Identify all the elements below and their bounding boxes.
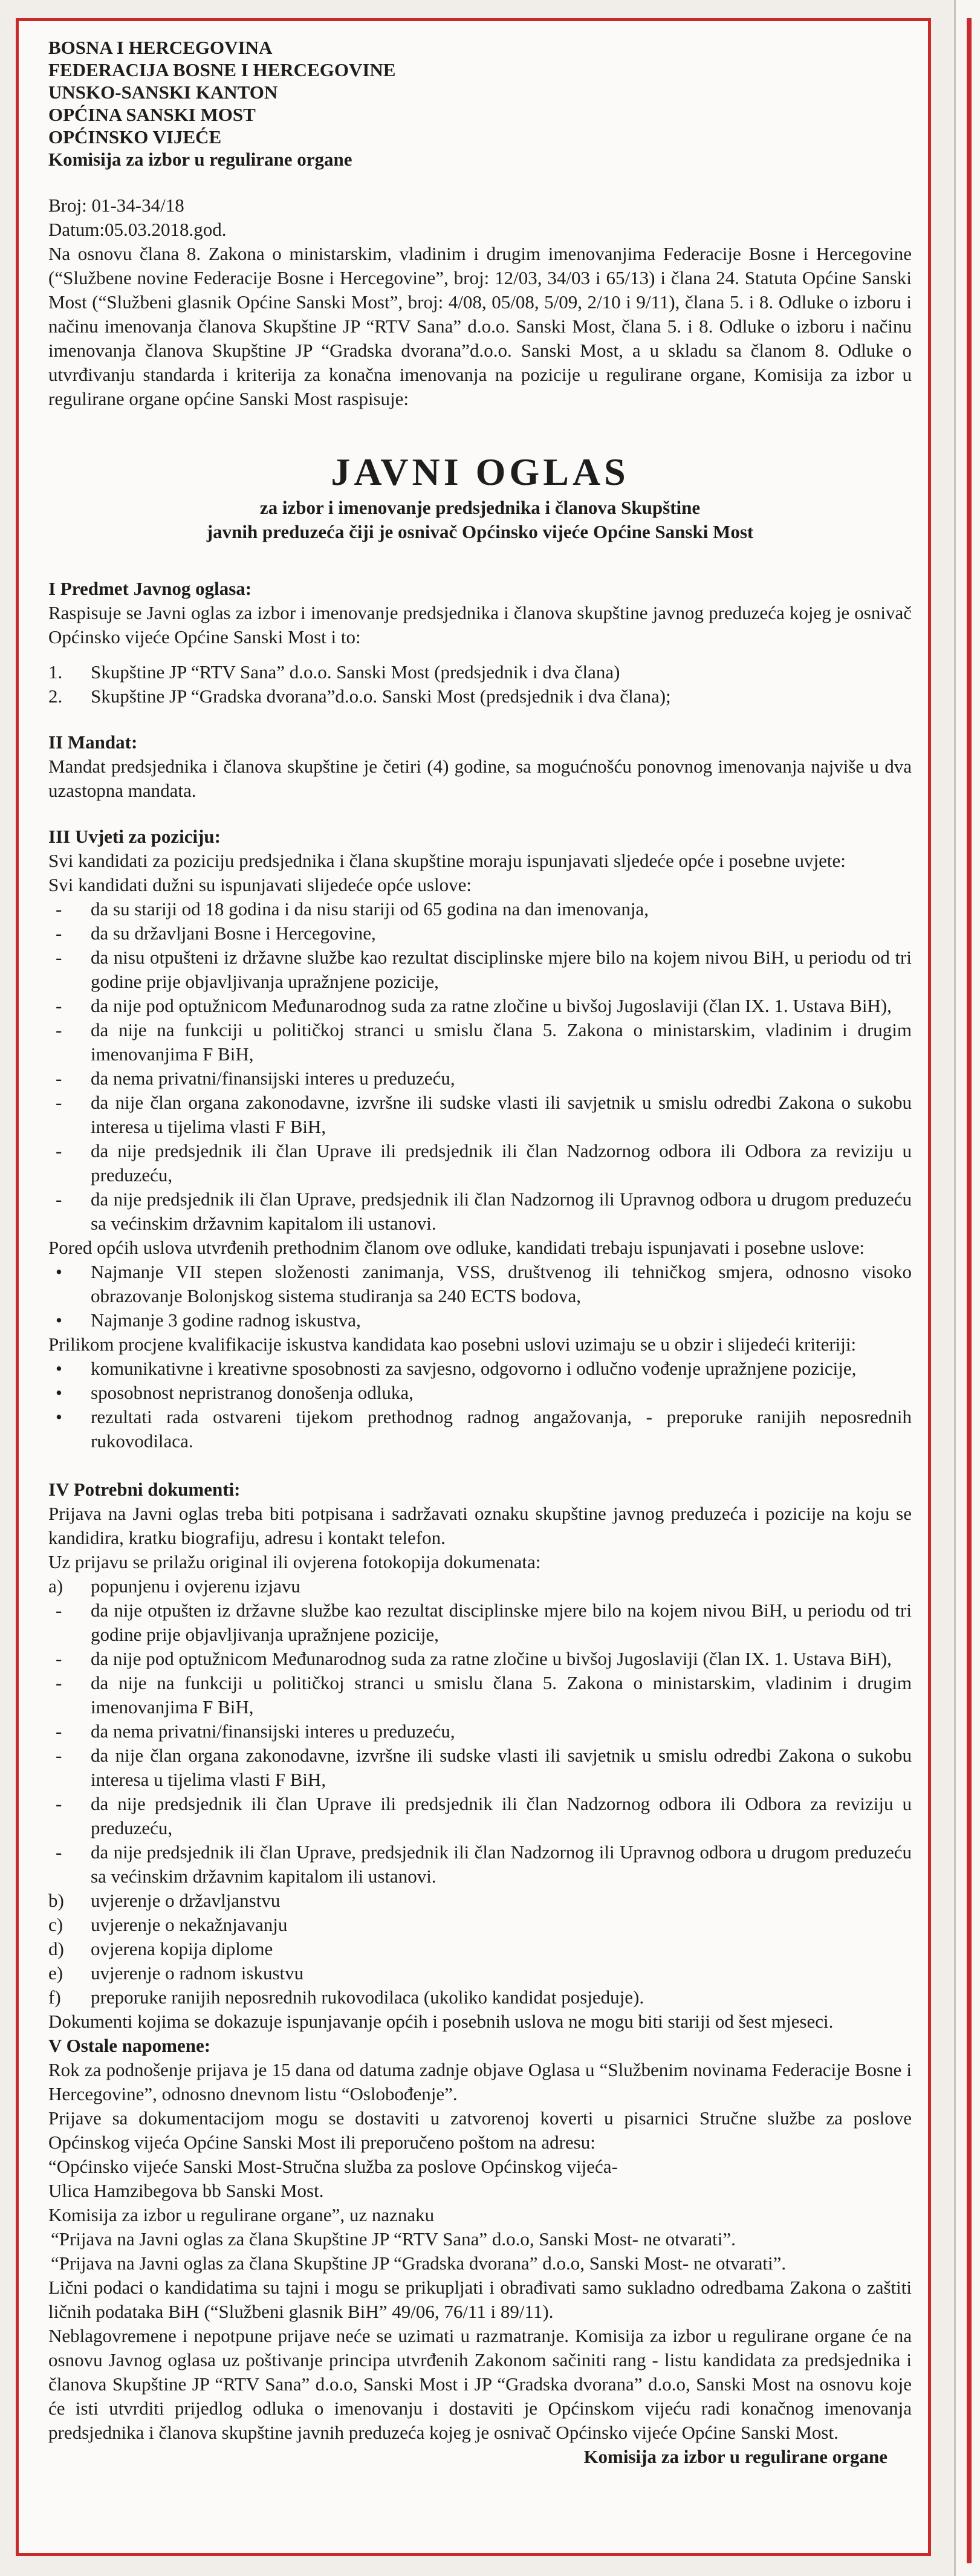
- section-3-title: III Uvjeti za poziciju:: [48, 826, 221, 847]
- list-item: - da nije pod optužnicom Međunarodnog suda za ratne zločine u bivšoj Jugoslaviji (član IX. 1. Ustava BiH),: [48, 994, 912, 1018]
- list-item: - da su stariji od 18 godina i da nisu stariji od 65 godina na dan imenovanja,: [48, 897, 912, 921]
- section-1-title: I Predmet Javnog oglasa:: [48, 578, 252, 599]
- special-conditions-list: [48, 1260, 912, 1332]
- signature: Komisija za izbor u regulirane organe: [583, 2446, 888, 2467]
- section-2-title: II Mandat:: [48, 732, 138, 753]
- list-item: 1. Skupštine JP “RTV Sana” d.o.o. Sanski Most (predsjednik i dva člana): [48, 661, 620, 683]
- reference-block: [48, 193, 912, 242]
- issuer-header: [48, 36, 912, 170]
- section-4-text: Prijava na Javni oglas treba biti potpisana i sadržavati oznaku skupštine javnog preduzeća i pozicije na koju se kandidira, kratku biografiju, adresu i kontakt telefon.: [48, 1503, 912, 1548]
- list-item: - da nije pod optužnicom Međunarodnog suda za ratne zločine u bivšoj Jugoslaviji (član IX. 1. Ustava BiH),: [48, 1647, 912, 1671]
- header-line: OPĆINSKO VIJEĆE: [48, 126, 222, 148]
- list-item: - da nije otpušten iz državne službe kao rezultat disciplinske mjere bilo na kojem nivou BiH, u periodu od tri godine prije objavljivanja upražnjene pozicije,: [48, 1598, 912, 1647]
- list-item: • Najmanje 3 godine radnog iskustva,: [48, 1308, 912, 1332]
- statement-items-list: [48, 1598, 912, 1889]
- list-item: - da nije na funkciji u političkoj stranci u smislu člana 5. Zakona o ministarskim, vladinim i drugim imenovanjima F BiH,: [48, 1018, 912, 1066]
- list-item: - da nije član organa zakonodavne, izvršne ili sudske vlasti ili savjetnik u smislu odredbi Zakona o sukobu interesa u tijelima vlasti F BiH,: [48, 1744, 912, 1792]
- list-item: 2. Skupštine JP “Gradska dvorana”d.o.o. Sanski Most (predsjednik i dva člana);: [48, 686, 671, 707]
- notice-subtitle: za izbor i imenovanje predsjednika i članova Skupštine: [259, 497, 701, 518]
- list-item: b) uvjerenje o državljanstvu: [48, 1890, 281, 1911]
- deadline-paragraph: Rok za podnošenje prijava je 15 dana od datuma zadnje objave Oglasa u “Službenim novinama Federacije Bosne i Hercegovine”, odnosno dnevnom listu “Oslobođenje”.: [48, 2059, 912, 2104]
- reference-number: Broj: 01-34-34/18: [48, 195, 184, 216]
- address-line: “Općinsko vijeće Sanski Most-Stručna služba za poslove Općinskog vijeća-: [48, 2156, 618, 2177]
- list-item: - da nije predsjednik ili član Uprave, predsjednik ili član Nadzornog ili Upravnog odbora u drugom preduzeću sa većinskim državnim kapitalom ili ustanovi.: [48, 1840, 912, 1889]
- list-item: • komunikativne i kreativne sposobnosti za savjesno, odgovorno i odlučno vođenje upražnjene pozicije,: [48, 1357, 912, 1381]
- notice-subtitle: javnih preduzeća čiji je osnivač Općinsko vijeće Općine Sanski Most: [206, 521, 754, 542]
- section-5-title: V Ostale napomene:: [48, 2035, 211, 2056]
- list-item: - da nije na funkciji u političkoj stranci u smislu člana 5. Zakona o ministarskim, vladinim i drugim imenovanjima F BiH,: [48, 1671, 912, 1719]
- address-line: Ulica Hamzibegova bb Sanski Most.: [48, 2180, 324, 2201]
- header-line: UNSKO-SANSKI KANTON: [48, 82, 278, 103]
- list-item: - da nije predsjednik ili član Uprave, predsjednik ili član Nadzornog ili Upravnog odbora u drugom preduzeću sa većinskim državnim kapitalom ili ustanovi.: [48, 1187, 912, 1236]
- list-item: f) preporuke ranijih neposrednih rukovodilaca (ukoliko kandidat posjeduje).: [48, 1987, 644, 2008]
- notice-title: [48, 449, 912, 544]
- submission-paragraph: Prijave sa dokumentacijom mogu se dostaviti u zatvorenoj koverti u pisarnici Stručne službe za poslove Općinskog vijeća Općine Sanski Most ili preporučeno poštom na adresu:: [48, 2107, 912, 2153]
- general-conditions-list: [48, 897, 912, 1236]
- list-item: d) ovjerena kopija diplome: [48, 1938, 273, 1959]
- list-item: - da su državljani Bosne i Hercegovine,: [48, 921, 912, 946]
- public-notice: [48, 36, 912, 2469]
- section-1-list: [48, 660, 912, 709]
- list-item: a) popunjenu i ovjerenu izjavu: [48, 1575, 300, 1597]
- section-4-line: Uz prijavu se prilažu original ili ovjerena fotokopija dokumenata:: [48, 1551, 541, 1572]
- list-item: c) uvjerenje o nekažnjavanju: [48, 1914, 288, 1935]
- envelope-marking: “Prijava na Javni oglas za člana Skupštine JP “RTV Sana” d.o.o, Sanski Most- ne otvarati”.: [51, 2228, 736, 2250]
- criteria-intro: Prilikom procjene kvalifikacije iskustva kandidata kao posebni uslovi uzimaju se u obzir i slijedeći kriteriji:: [48, 1334, 857, 1355]
- header-line: Komisija za izbor u regulirane organe: [48, 149, 352, 170]
- documents-list-a: [48, 1574, 912, 1598]
- header-line: FEDERACIJA BOSNE I HERCEGOVINE: [48, 59, 396, 80]
- adjacent-page-edge: [954, 0, 980, 2576]
- list-item: - da nema privatni/finansijski interes u preduzeću,: [48, 1066, 912, 1091]
- privacy-paragraph: Lični podaci o kandidatima su tajni i mogu se prikupljati i obrađivati samo sukladno odredbama Zakona o zaštiti ličnih podataka BiH (“Službeni glasnik BiH” 49/06, 76/11 i 89/11).: [48, 2277, 912, 2322]
- special-conditions-intro: Pored općih uslova utvrđenih prethodnim članom ove odluke, kandidati trebaju ispunjavati i posebne uslove:: [48, 1237, 865, 1258]
- list-item: • Najmanje VII stepen složenosti zanimanja, VSS, društvenog ili tehničkog smjera, odnosno visoko obrazovanje Bolonjskog sistema studiranja sa 240 ECTS bodova,: [48, 1260, 912, 1308]
- section-2-text: Mandat predsjednika i članova skupštine je četiri (4) godine, sa mogućnošću ponovnog imenovanja najviše u dva uzastopna mandata.: [48, 756, 912, 801]
- header-line: OPĆINA SANSKI MOST: [48, 104, 256, 125]
- section-1-text: Raspisuje se Javni oglas za izbor i imenovanje predsjednika i članova skupštine javnog preduzeća kojeg je osnivač Općinsko vijeće Općine Sanski Most i to:: [48, 602, 912, 647]
- section-3-line: Svi kandidati za poziciju predsjednika i člana skupštine moraju ispunjavati sljedeće opće i posebne uvjete:: [48, 850, 846, 871]
- section-3-line: Svi kandidati dužni su ispunjavati slijedeće opće uslove:: [48, 874, 472, 895]
- criteria-list: [48, 1357, 912, 1453]
- list-item: • rezultati rada ostvareni tijekom prethodnog radnog angažovanja, - preporuke ranijih neposrednih rukovodilaca.: [48, 1405, 912, 1453]
- list-item: - da nije predsjednik ili član Uprave ili predsjednik ili član Nadzornog odbora ili Odbora za reviziju u preduzeću,: [48, 1139, 912, 1187]
- documents-list-rest: [48, 1889, 912, 2010]
- address-line: Komisija za izbor u regulirane organe”, uz naznaku: [48, 2204, 435, 2225]
- list-item: - da nema privatni/finansijski interes u preduzeću,: [48, 1719, 912, 1744]
- envelope-marking: “Prijava na Javni oglas za člana Skupštine JP “Gradska dvorana” d.o.o, Sanski Most- ne otvarati”.: [51, 2253, 787, 2274]
- legal-basis-paragraph: Na osnovu člana 8. Zakona o ministarskim, vladinim i drugim imenovanjima Federacije Bosne i Hercegovine (“Službene novine Federacije Bosne i Hercegovine”, broj: 12/03, 34/03 i 65/13) i člana 24. Statuta Općine Sanski Most (“Službeni glasnik Općine Sanski Most”, broj: 4/08, 05/08, 5/09, 2/10 i 9/11), člana 5. i 8. Odluke o izboru i načinu imenovanja članova Skupštine JP “RTV Sana” d.o.o. Sanski Most, člana 5. i 8. Odluke o izboru i načinu imenovanja članova Skupštine JP “Gradska dvorana”d.o.o. Sanski Most, a u skladu sa članom 8. Odluke o utvrđivanju standarda i kriterija za konačna imenovanja na pozicije u regulirane organe, Komisija za izbor u regulirane organe općine Sanski Most raspisuje:: [48, 243, 912, 409]
- header-line: BOSNA I HERCEGOVINA: [48, 37, 273, 58]
- final-paragraph: Neblagovremene i nepotpune prijave neće se uzimati u razmatranje. Komisija za izbor u regulirane organe će na osnovu Javnog oglasa uz poštivanje principa utvrđenih Zakonom sačiniti rang - listu kandidata za predsjednika i članova Skupštine JP “RTV Sana” d.o.o, Sanski Most i JP “Gradska dvorana” d.o.o, Sanski Most na osnovu koje će isti utvrditi prijedlog odluka o imenovanju i dostaviti je Općinskom vijeću radi konačnog imenovanja predsjednika i članova skupštine javnih preduzeća kojeg je osnivač Općinsko vijeće Općine Sanski Most.: [48, 2325, 912, 2443]
- section-4-title: IV Potrebni dokumenti:: [48, 1479, 241, 1500]
- list-item: - da nisu otpušteni iz državne službe kao rezultat disciplinske mjere bilo na kojem nivou BiH, u periodu od tri godine prije objavljivanja upražnjene pozicije,: [48, 946, 912, 994]
- list-item: e) uvjerenje o radnom iskustvu: [48, 1962, 304, 1984]
- reference-date: Datum:05.03.2018.god.: [48, 219, 227, 240]
- list-item: - da nije predsjednik ili član Uprave ili predsjednik ili član Nadzornog odbora ili Odbora za reviziju u preduzeću,: [48, 1792, 912, 1840]
- notice-title-main: JAVNI OGLAS: [331, 450, 629, 493]
- list-item: • sposobnost nepristranog donošenja odluka,: [48, 1381, 912, 1405]
- list-item: - da nije član organa zakonodavne, izvršne ili sudske vlasti ili savjetnik u smislu odredbi Zakona o sukobu interesa u tijelima vlasti F BiH,: [48, 1091, 912, 1139]
- documents-validity-note: Dokumenti kojima se dokazuje ispunjavanje općih i posebnih uslova ne mogu biti stariji od šest mjeseci.: [48, 2011, 834, 2032]
- adjacent-page-red-border: [967, 18, 972, 2563]
